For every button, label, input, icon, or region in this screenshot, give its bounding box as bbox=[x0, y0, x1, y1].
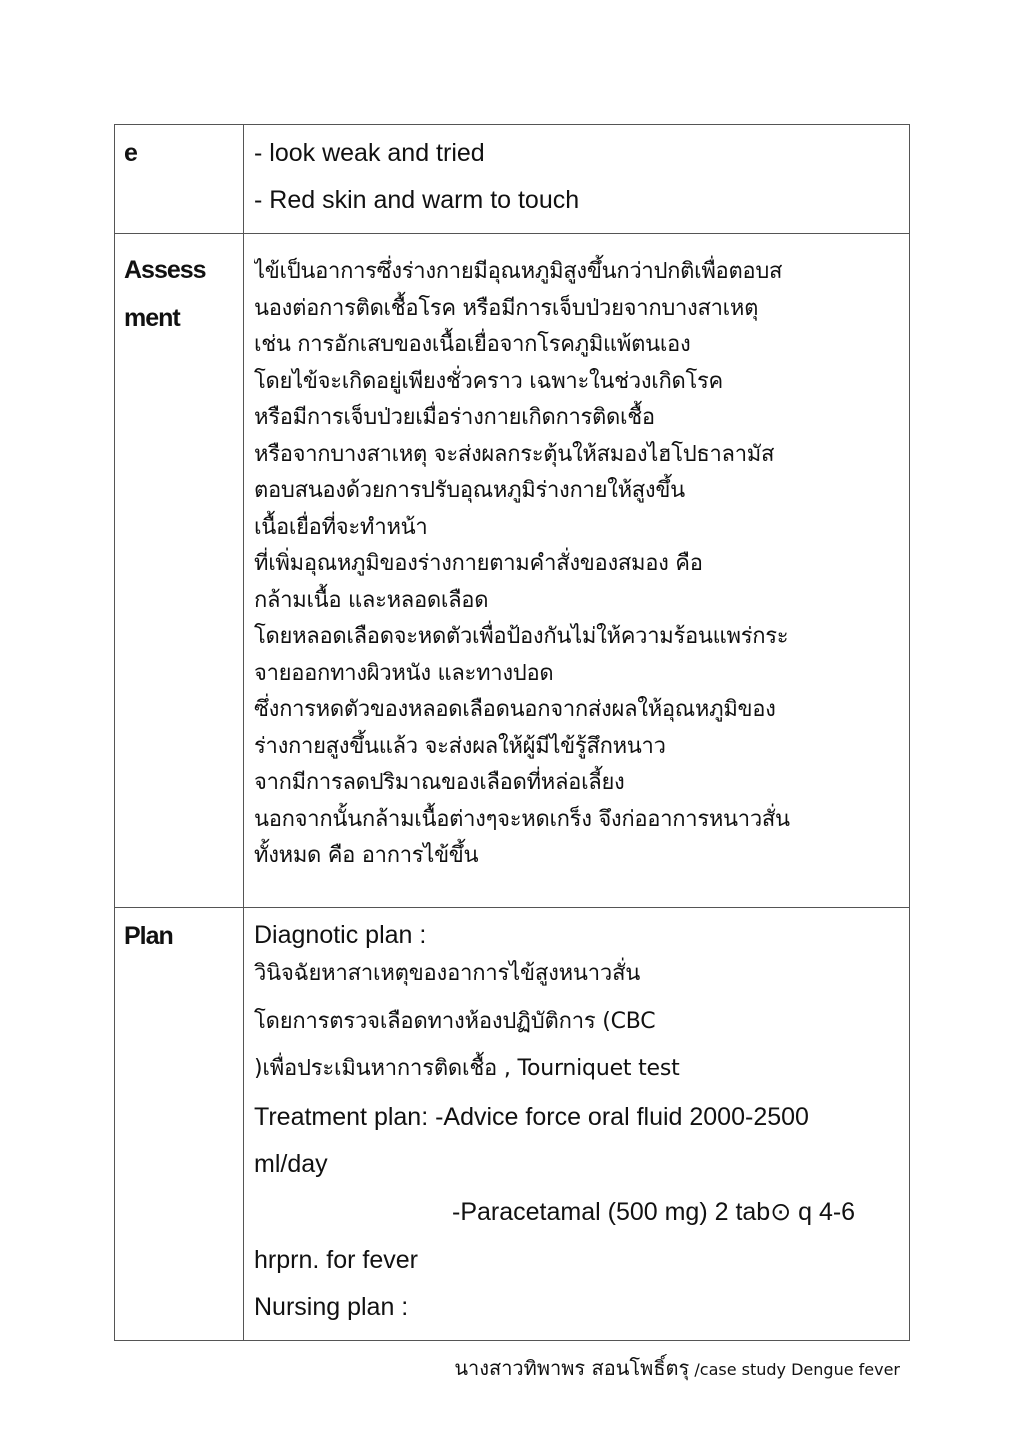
nursing-plan-heading: Nursing plan : bbox=[254, 1293, 409, 1322]
diagnostic-plan-heading: Diagnotic plan : bbox=[254, 921, 427, 949]
assessment-line: โดยไข้จะเกิดอยู่เพียงชั่วคราว เฉพาะในช่วงเกิดโรค bbox=[254, 368, 723, 394]
assessment-line: นอกจากนั้นกล้ามเนื้อต่างๆจะหดเกร็ง จึงก่ออาการหนาวสั่น bbox=[254, 806, 790, 832]
assessment-line: จายออกทางผิวหนัง และทางปอด bbox=[254, 660, 554, 686]
assessment-line: โดยหลอดเลือดจะหดตัวเพื่อป้องกันไม่ให้ความร้อนแพร่กระ bbox=[254, 624, 789, 649]
plan-label-cell bbox=[115, 908, 244, 1341]
assessment-content-cell bbox=[244, 234, 910, 908]
observation-row bbox=[115, 125, 910, 234]
assessment-line: ไข้เป็นอาการซึ่งร่างกายมีอุณหภูมิสูงขึ้นกว่าปกติเพื่อตอบส bbox=[254, 259, 783, 284]
treatment-plan-line-1: Treatment plan: -Advice force oral fluid 2000-2500 bbox=[254, 1102, 809, 1131]
footer-author-name: นางสาวทิพาพร สอนโพธิ์ตรุ bbox=[454, 1356, 690, 1380]
observation-label-line: e bbox=[124, 139, 137, 167]
assessment-line: ทั้งหมด คือ อาการไข้ขึ้น bbox=[254, 843, 479, 868]
observation-line-1: - look weak and tried bbox=[254, 139, 485, 167]
assessment-line: ซึ่งการหดตัวของหลอดเลือดนอกจากส่งผลให้อุณหภูมิของ bbox=[254, 697, 776, 722]
plan-content-cell bbox=[244, 908, 910, 1341]
assessment-label-line-1: Assess bbox=[124, 256, 206, 284]
page-footer bbox=[454, 1352, 900, 1384]
assessment-text bbox=[254, 244, 901, 875]
assessment-line: จากมีการลดปริมาณของเลือดที่หล่อเลี้ยง bbox=[254, 770, 625, 795]
plan-label bbox=[115, 908, 243, 960]
treatment-plan-line-4: hrprn. for fever bbox=[254, 1245, 418, 1274]
assessment-row bbox=[115, 234, 910, 908]
observation-line-2: - Red skin and warm to touch bbox=[254, 186, 580, 214]
assessment-line: ที่เพิ่มอุณหภูมิของร่างกายตามคำสั่งของสมอง คือ bbox=[254, 551, 703, 576]
treatment-plan-line-2: ml/day bbox=[254, 1150, 328, 1179]
footer-document-title: /case study Dengue fever bbox=[689, 1360, 900, 1379]
assessment-line: ตอบสนองด้วยการปรับอุณหภูมิร่างกายให้สูงขึ้น bbox=[254, 478, 685, 503]
assessment-line: เช่น การอักเสบของเนื้อเยื่อจากโรคภูมิแพ้ตนเอง bbox=[254, 332, 691, 357]
plan-label-line: Plan bbox=[124, 922, 173, 950]
assessment-label bbox=[115, 234, 243, 342]
assessment-line: กล้ามเนื้อ และหลอดเลือด bbox=[254, 587, 489, 613]
diagnostic-plan-line: โดยการตรวจเลือดทางห้องปฏิบัติการ (CBC bbox=[254, 1008, 656, 1034]
treatment-plan-line-3: -Paracetamal (500 mg) 2 tab⊙ q 4-6 bbox=[452, 1197, 856, 1226]
assessment-label-cell bbox=[115, 234, 244, 908]
observation-label bbox=[115, 125, 243, 177]
observation-label-cell bbox=[115, 125, 244, 234]
assessment-label-line-2: ment bbox=[124, 304, 180, 332]
assessment-line: นองต่อการติดเชื้อโรค หรือมีการเจ็บป่วยจากบางสาเหตุ bbox=[254, 295, 759, 321]
assessment-line: หรือจากบางสาเหตุ จะส่งผลกระตุ้นให้สมองไฮโปธาลามัส bbox=[254, 441, 775, 467]
care-plan-table bbox=[114, 124, 910, 1341]
assessment-line: ร่างกายสูงขึ้นแล้ว จะส่งผลให้ผู้มีไข้รู้สึกหนาว bbox=[254, 733, 666, 759]
assessment-line: เนื้อเยื่อที่จะทำหน้า bbox=[254, 514, 428, 540]
diagnostic-plan-line: )เพื่อประเมินหาการติดเชื้อ , Tourniquet test bbox=[254, 1056, 680, 1082]
assessment-line: หรือมีการเจ็บป่วยเมื่อร่างกายเกิดการติดเชื้อ bbox=[254, 405, 655, 430]
observation-content-cell bbox=[244, 125, 910, 234]
plan-row bbox=[115, 908, 910, 1341]
diagnostic-plan-line: วินิจฉัยหาสาเหตุของอาการไข้สูงหนาวสั่น bbox=[254, 961, 641, 986]
